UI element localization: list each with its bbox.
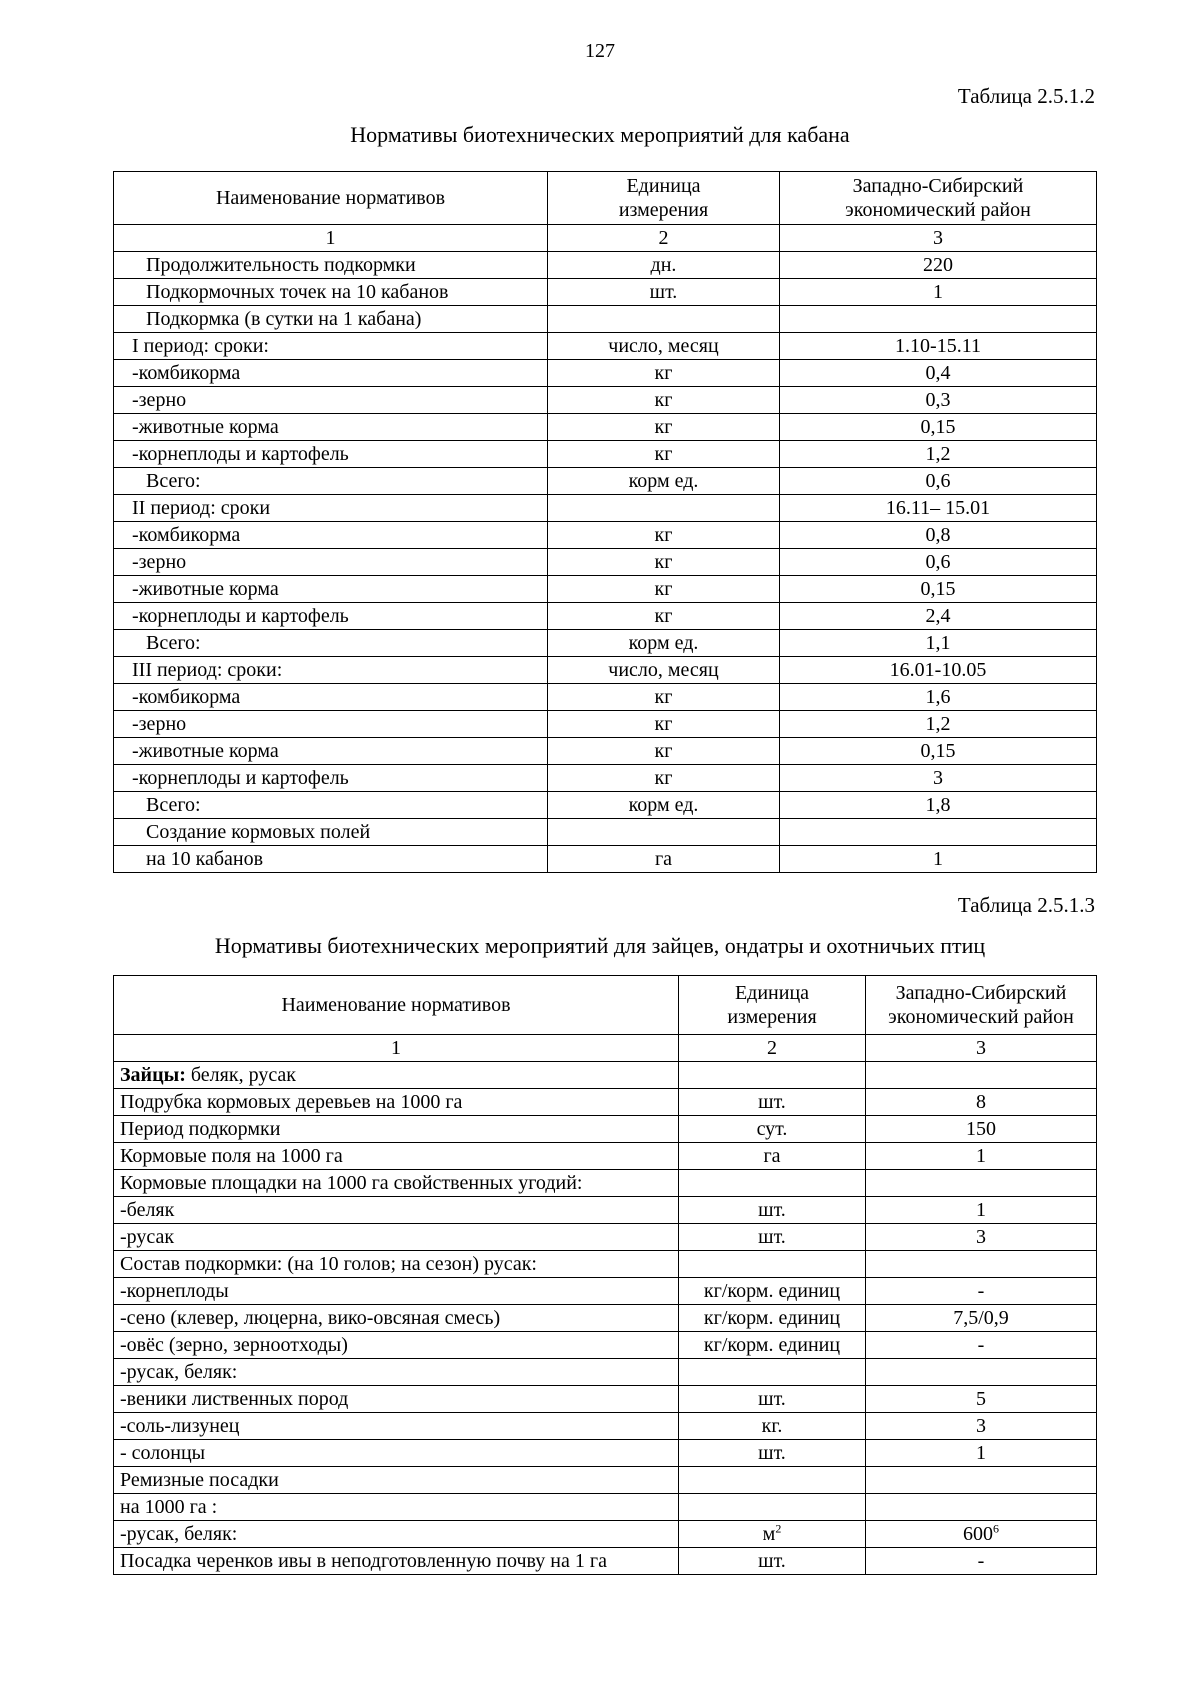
norm-name: -комбикорма [114, 684, 548, 711]
table-row [114, 657, 1097, 684]
unit-cell: корм ед. [548, 630, 780, 657]
value-cell: 1 [780, 279, 1097, 306]
column-number: 2 [548, 225, 780, 252]
value-cell [866, 1494, 1097, 1521]
value-cell: 3 [780, 765, 1097, 792]
table-row [114, 1251, 1097, 1278]
value-cell [780, 306, 1097, 333]
table-1-title: Нормативы биотехнических мероприятий для кабана [350, 122, 850, 147]
norm-name: Создание кормовых полей [114, 819, 548, 846]
table-row [114, 765, 1097, 792]
unit-cell: кг [548, 576, 780, 603]
table-row [114, 1089, 1097, 1116]
boar-norms-table [113, 171, 1097, 873]
table-row [114, 495, 1097, 522]
unit-cell: шт. [679, 1197, 866, 1224]
norm-name: -овёс (зерно, зерноотходы) [114, 1332, 679, 1359]
value-cell [866, 1467, 1097, 1494]
norm-name: -корнеплоды и картофель [114, 765, 548, 792]
unit-cell: кг [548, 603, 780, 630]
unit-cell [548, 495, 780, 522]
unit-cell: кг [548, 360, 780, 387]
value-cell: 7,5/0,9 [866, 1305, 1097, 1332]
norm-name: -корнеплоды и картофель [114, 603, 548, 630]
column-number-row [114, 1035, 1097, 1062]
value-cell: 1.10-15.11 [780, 333, 1097, 360]
table-row [114, 1062, 1097, 1089]
value-cell: 1 [866, 1143, 1097, 1170]
norm-name: -зерно [114, 549, 548, 576]
unit-cell: кг/корм. единиц [679, 1278, 866, 1305]
unit-cell: га [548, 846, 780, 873]
norm-name: Всего: [114, 792, 548, 819]
value-cell: - [866, 1332, 1097, 1359]
unit-cell: кг [548, 711, 780, 738]
unit-cell: кг [548, 549, 780, 576]
value-cell: 1,6 [780, 684, 1097, 711]
norm-name: Продолжительность подкормки [114, 252, 548, 279]
page-number: 127 [585, 40, 615, 62]
unit-cell: кг [548, 414, 780, 441]
value-cell: $600^6$ [866, 1521, 1097, 1548]
value-cell: 220 [780, 252, 1097, 279]
table-row [114, 1413, 1097, 1440]
value-cell: 1,1 [780, 630, 1097, 657]
value-cell: - [866, 1278, 1097, 1305]
norm-name: -комбикорма [114, 360, 548, 387]
value-cell: 3 [866, 1224, 1097, 1251]
unit-cell [679, 1494, 866, 1521]
table-row [114, 1278, 1097, 1305]
unit-cell: $м^2$ [679, 1521, 866, 1548]
table-row [114, 603, 1097, 630]
column-number: 2 [679, 1035, 866, 1062]
table-row [114, 738, 1097, 765]
table-row [114, 414, 1097, 441]
table-row [114, 1494, 1097, 1521]
table-row [114, 1143, 1097, 1170]
norm-name: -русак, беляк: [114, 1359, 679, 1386]
column-number: 3 [780, 225, 1097, 252]
unit-cell [548, 306, 780, 333]
norm-name: Подкормка (в сутки на 1 кабана) [114, 306, 548, 333]
unit-cell: кг [548, 765, 780, 792]
value-cell: 1,8 [780, 792, 1097, 819]
value-cell: 1 [866, 1440, 1097, 1467]
table-row [114, 630, 1097, 657]
unit-cell: кг/корм. единиц [679, 1332, 866, 1359]
norm-name: -сено (клевер, люцерна, вико-овсяная смесь) [114, 1305, 679, 1332]
table-row [114, 1197, 1097, 1224]
norm-name: Всего: [114, 630, 548, 657]
table-row [114, 846, 1097, 873]
norm-name: Кормовые площадки на 1000 га свойственных угодий: [114, 1170, 679, 1197]
value-cell: 1,2 [780, 711, 1097, 738]
table-row [114, 333, 1097, 360]
unit-cell: кг [548, 684, 780, 711]
header-unit-cell: Единица измерения [679, 976, 866, 1035]
unit-cell: кг [548, 387, 780, 414]
norm-name: Подкормочных точек на 10 кабанов [114, 279, 548, 306]
norm-name: -зерно [114, 387, 548, 414]
value-cell: 3 [866, 1413, 1097, 1440]
unit-cell [679, 1170, 866, 1197]
value-cell [866, 1062, 1097, 1089]
section-heading: Зайцы: беляк, русак [114, 1062, 679, 1089]
table-row [114, 1359, 1097, 1386]
unit-cell: кг [548, 738, 780, 765]
unit-cell: шт. [679, 1440, 866, 1467]
value-cell: 16.11– 15.01 [780, 495, 1097, 522]
unit-cell: шт. [679, 1089, 866, 1116]
value-cell: 16.01-10.05 [780, 657, 1097, 684]
unit-cell [679, 1359, 866, 1386]
unit-cell: шт. [679, 1224, 866, 1251]
table-row [114, 549, 1097, 576]
norm-name: -животные корма [114, 576, 548, 603]
value-cell: 0,3 [780, 387, 1097, 414]
table-row [114, 387, 1097, 414]
header-region-cell: Западно-Сибирский экономический район [866, 976, 1097, 1035]
norm-name: -веники лиственных пород [114, 1386, 679, 1413]
value-cell: 0,8 [780, 522, 1097, 549]
value-cell [866, 1170, 1097, 1197]
norm-name: - солонцы [114, 1440, 679, 1467]
norm-name: -русак, беляк: [114, 1521, 679, 1548]
table-row [114, 1224, 1097, 1251]
table-row [114, 441, 1097, 468]
header-unit-cell: Единица измерения [548, 172, 780, 225]
unit-cell [679, 1467, 866, 1494]
value-cell: 1 [866, 1197, 1097, 1224]
header-name-cell: Наименование нормативов [114, 976, 679, 1035]
norm-name: -беляк [114, 1197, 679, 1224]
unit-cell: кг/корм. единиц [679, 1305, 866, 1332]
value-cell [866, 1251, 1097, 1278]
table-row [114, 306, 1097, 333]
value-cell: 0,6 [780, 549, 1097, 576]
norm-name: I период: сроки: [114, 333, 548, 360]
norm-name: II период: сроки [114, 495, 548, 522]
table-row [114, 1305, 1097, 1332]
norm-name: -соль-лизунец [114, 1413, 679, 1440]
table-row [114, 468, 1097, 495]
table-row [114, 522, 1097, 549]
value-cell: 150 [866, 1116, 1097, 1143]
table-row [114, 1467, 1097, 1494]
value-cell: 0,15 [780, 738, 1097, 765]
norm-name: Посадка черенков ивы в неподготовленную почву на 1 га [114, 1548, 679, 1575]
value-cell: 0,15 [780, 414, 1097, 441]
table-row [114, 1440, 1097, 1467]
unit-cell: шт. [679, 1548, 866, 1575]
norm-name: Период подкормки [114, 1116, 679, 1143]
header-region-cell: Западно-Сибирский экономический район [780, 172, 1097, 225]
norm-name: -комбикорма [114, 522, 548, 549]
table-row [114, 711, 1097, 738]
table-row [114, 360, 1097, 387]
value-cell: - [866, 1548, 1097, 1575]
unit-cell: сут. [679, 1116, 866, 1143]
table-row [114, 576, 1097, 603]
unit-cell: дн. [548, 252, 780, 279]
table-row [114, 1386, 1097, 1413]
table-row [114, 819, 1097, 846]
norm-name: Ремизные посадки [114, 1467, 679, 1494]
unit-cell: корм ед. [548, 468, 780, 495]
unit-cell: кг [548, 522, 780, 549]
value-cell: 0,6 [780, 468, 1097, 495]
norm-name: -животные корма [114, 738, 548, 765]
table-header-row [114, 976, 1097, 1035]
table-row [114, 1170, 1097, 1197]
unit-cell: шт. [679, 1386, 866, 1413]
table-row [114, 1332, 1097, 1359]
value-cell: 5 [866, 1386, 1097, 1413]
table-2-label: Таблица 2.5.1.3 [957, 893, 1095, 917]
column-number: 1 [114, 225, 548, 252]
unit-cell: число, месяц [548, 657, 780, 684]
header-name-cell: Наименование нормативов [114, 172, 548, 225]
value-cell: 8 [866, 1089, 1097, 1116]
column-number-row [114, 225, 1097, 252]
table-row [114, 1521, 1097, 1548]
table-row [114, 792, 1097, 819]
table-1-label: Таблица 2.5.1.2 [957, 84, 1095, 108]
value-cell [866, 1359, 1097, 1386]
unit-cell [679, 1062, 866, 1089]
value-cell: 0,15 [780, 576, 1097, 603]
column-number: 1 [114, 1035, 679, 1062]
norm-name: III период: сроки: [114, 657, 548, 684]
table-row [114, 1548, 1097, 1575]
norm-name: на 10 кабанов [114, 846, 548, 873]
table-row [114, 252, 1097, 279]
norm-name: -корнеплоды [114, 1278, 679, 1305]
unit-cell: га [679, 1143, 866, 1170]
table-row [114, 1116, 1097, 1143]
norm-name: на 1000 га : [114, 1494, 679, 1521]
norm-name: -русак [114, 1224, 679, 1251]
table-row [114, 279, 1097, 306]
value-cell: 2,4 [780, 603, 1097, 630]
hare-norms-table [113, 975, 1097, 1575]
unit-cell [548, 819, 780, 846]
column-number: 3 [866, 1035, 1097, 1062]
unit-cell [679, 1251, 866, 1278]
norm-name: Кормовые поля на 1000 га [114, 1143, 679, 1170]
unit-cell: шт. [548, 279, 780, 306]
unit-cell: кг. [679, 1413, 866, 1440]
value-cell: 1,2 [780, 441, 1097, 468]
table-row [114, 684, 1097, 711]
norm-name: -животные корма [114, 414, 548, 441]
table-header-row [114, 172, 1097, 225]
unit-cell: корм ед. [548, 792, 780, 819]
unit-cell: кг [548, 441, 780, 468]
norm-name: -корнеплоды и картофель [114, 441, 548, 468]
value-cell [780, 819, 1097, 846]
table-2-title: Нормативы биотехнических мероприятий для зайцев, ондатры и охотничьих птиц [214, 933, 986, 958]
norm-name: Состав подкормки: (на 10 голов; на сезон) русак: [114, 1251, 679, 1278]
value-cell: 0,4 [780, 360, 1097, 387]
value-cell: 1 [780, 846, 1097, 873]
norm-name: Подрубка кормовых деревьев на 1000 га [114, 1089, 679, 1116]
norm-name: -зерно [114, 711, 548, 738]
norm-name: Всего: [114, 468, 548, 495]
unit-cell: число, месяц [548, 333, 780, 360]
